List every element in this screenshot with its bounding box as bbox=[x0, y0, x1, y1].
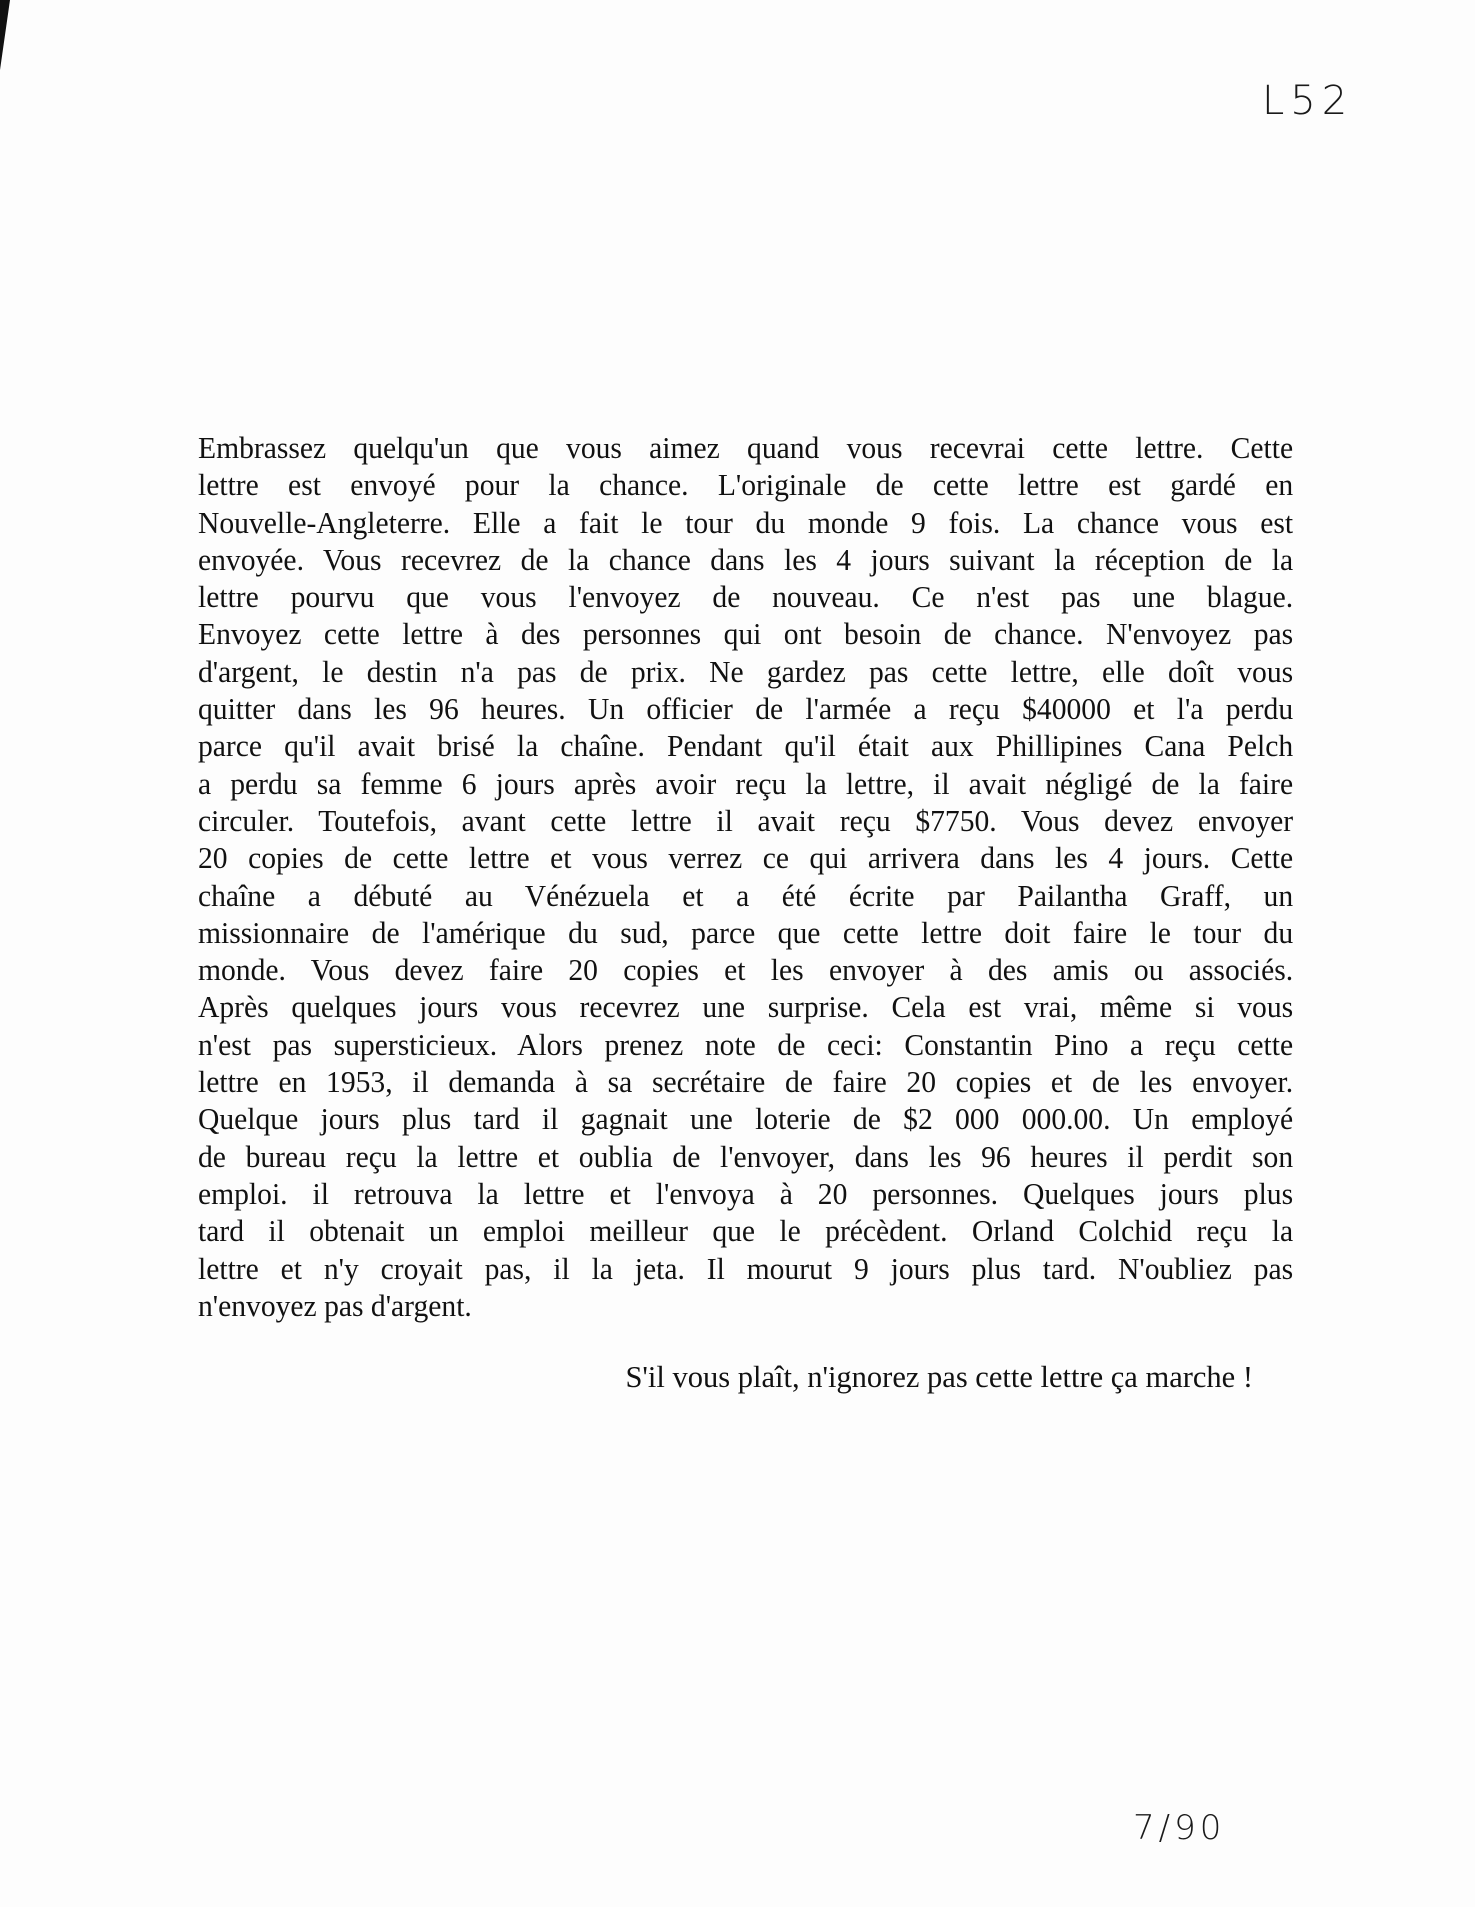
letter-line: a perdu sa femme 6 jours après avoir reçu la lettre, il avait négligé de la faire bbox=[198, 766, 1294, 801]
letter-line: n'envoyez pas d'argent. bbox=[198, 1288, 472, 1323]
scan-edge-shadow bbox=[0, 0, 10, 70]
letter-line: lettre et n'y croyait pas, il la jeta. Il mourut 9 jours plus tard. N'oubliez pas bbox=[198, 1251, 1294, 1286]
letter-body bbox=[198, 430, 1293, 1325]
letter-line: Embrassez quelqu'un que vous aimez quand vous recevrai cette lettre. Cette bbox=[198, 431, 1294, 465]
letter-line: quitter dans les 96 heures. Un officier de l'armée a reçu $40000 et l'a perdu bbox=[198, 692, 1294, 727]
letter-line: emploi. il retrouva la lettre et l'envoya à 20 personnes. Quelques jours plus bbox=[198, 1176, 1294, 1211]
handwritten-reference-number: L52 bbox=[1262, 78, 1354, 124]
letter-line: missionnaire de l'amérique du sud, parce que cette lettre doit faire le tour du bbox=[198, 915, 1294, 950]
handwritten-date: 7/90 bbox=[1133, 1808, 1226, 1848]
letter-line: tard il obtenait un emploi meilleur que le précèdent. Orland Colchid reçu la bbox=[198, 1214, 1294, 1249]
letter-line: Envoyez cette lettre à des personnes qui ont besoin de chance. N'envoyez pas bbox=[198, 617, 1294, 652]
letter-line: Après quelques jours vous recevrez une surprise. Cela est vrai, même si vous bbox=[198, 990, 1294, 1025]
letter-line: monde. Vous devez faire 20 copies et les envoyer à des amis ou associés. bbox=[198, 953, 1294, 988]
letter-line: lettre pourvu que vous l'envoyez de nouveau. Ce n'est pas une blague. bbox=[198, 580, 1294, 615]
letter-line: d'argent, le destin n'a pas de prix. Ne gardez pas cette lettre, elle doît vous bbox=[198, 654, 1294, 689]
letter-line: chaîne a débuté au Vénézuela et a été écrite par Pailantha Graff, un bbox=[198, 878, 1294, 913]
letter-line: parce qu'il avait brisé la chaîne. Pendant qu'il était aux Phillipines Cana Pelch bbox=[198, 729, 1294, 764]
letter-line: lettre est envoyé pour la chance. L'originale de cette lettre est gardé en bbox=[198, 468, 1294, 503]
letter-line: de bureau reçu la lettre et oublia de l'envoyer, dans les 96 heures il perdit son bbox=[198, 1139, 1294, 1174]
letter-line: Nouvelle-Angleterre. Elle a fait le tour du monde 9 fois. La chance vous est bbox=[198, 505, 1294, 540]
letter-line: circuler. Toutefois, avant cette lettre il avait reçu $7750. Vous devez envoyer bbox=[198, 803, 1294, 838]
letter-line: lettre en 1953, il demanda à sa secrétaire de faire 20 copies et de les envoyer. bbox=[198, 1065, 1294, 1100]
letter-line: Quelque jours plus tard il gagnait une loterie de $2 000 000.00. Un employé bbox=[198, 1102, 1294, 1137]
letter-closing: S'il vous plaît, n'ignorez pas cette lettre ça marche ! bbox=[625, 1360, 1253, 1394]
letter-line: envoyée. Vous recevrez de la chance dans les 4 jours suivant la réception de la bbox=[198, 542, 1294, 577]
letter-line: 20 copies de cette lettre et vous verrez ce qui arrivera dans les 4 jours. Cette bbox=[198, 841, 1294, 876]
letter-line: n'est pas supersticieux. Alors prenez note de ceci: Constantin Pino a reçu cette bbox=[198, 1027, 1294, 1062]
